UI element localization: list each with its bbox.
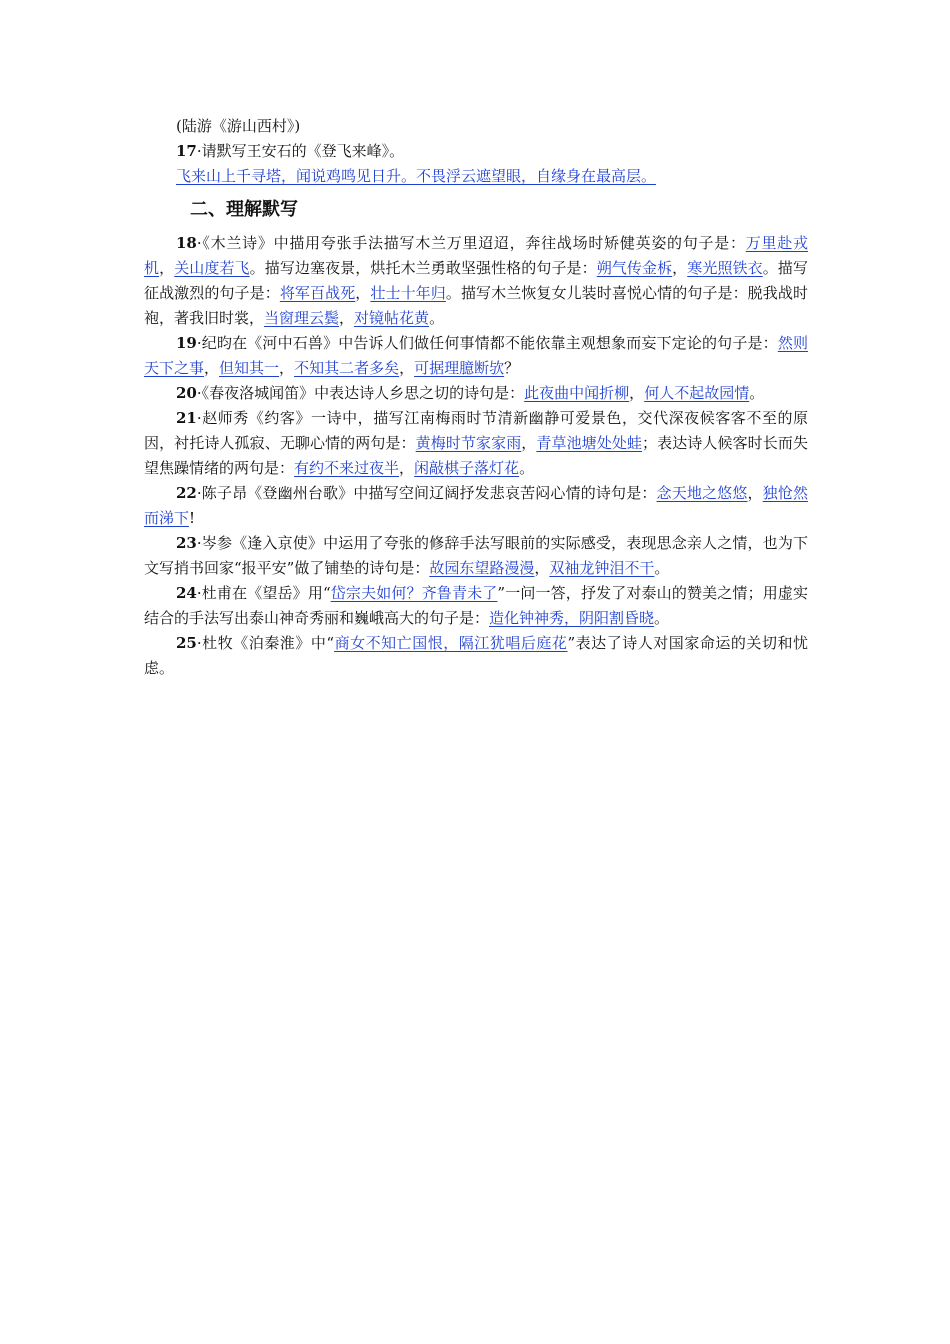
question-20 [144, 381, 808, 406]
question-number: 24 [176, 584, 197, 602]
answer-text: 闲敲棋子落灯花 [414, 459, 520, 477]
question-number: 19 [176, 334, 197, 352]
answer-text: 青草池塘处处蛙 [536, 434, 643, 452]
answer-text: 岱宗夫如何？齐鲁青未了 [330, 584, 498, 602]
question-text: ， [672, 259, 688, 277]
question-23 [144, 531, 808, 581]
question-18 [144, 231, 808, 331]
answer-text: 然则天下之事 [144, 334, 808, 377]
question-text: ， [534, 559, 550, 577]
question-text: ， [521, 434, 537, 452]
question-number: 20 [176, 384, 197, 402]
question-text: ， [339, 309, 355, 327]
question-text: 。 [654, 559, 670, 577]
answer-text: 寒光照铁衣 [687, 259, 763, 277]
question-text: ·请默写王安石的《登飞来峰》。 [196, 142, 405, 160]
question-text: ·赵师秀《约客》一诗中，描写江南梅雨时节清新幽静可爱景色，交代深夜候客客不至的原因，衬托诗人孤寂、无聊心情的两句是： [144, 409, 808, 452]
question-19 [144, 331, 808, 381]
question-text: ·《春夜洛城闻笛》中表达诗人乡思之切的诗句是： [196, 384, 525, 402]
question-text: ， [204, 359, 220, 377]
question-text: ·纪昀在《河中石兽》中告诉人们做任何事情都不能依靠主观想象而妄下定论的句子是： [196, 334, 778, 352]
question-text: ？ [504, 359, 520, 377]
question-text: ·岑参《逢入京使》中运用了夸张的修辞手法写眼前的实际感受，表现思念亲人之情，也为下文写捎书回家“报平安”做了铺垫的诗句是： [144, 534, 808, 577]
question-text: ， [355, 284, 371, 302]
question-text: ·陈子昂《登幽州台歌》中描写空间辽阔抒发悲哀苦闷心情的诗句是： [196, 484, 657, 502]
question-25 [144, 631, 808, 681]
question-text: 。 [519, 459, 535, 477]
answer-text: 当窗理云鬓 [264, 309, 340, 327]
question-text: ! [189, 509, 196, 527]
question-text: ·杜甫在《望岳》用“ [196, 584, 331, 602]
answer-text: 此夜曲中闻折柳 [524, 384, 630, 402]
question-text: ”表达了诗人对国家命运的关切和忧虑。 [144, 634, 808, 677]
question-text: ， [399, 459, 415, 477]
answer-text: 朔气传金柝 [596, 259, 673, 277]
question-21 [144, 406, 808, 481]
question-text: ”一问一答，抒发了对泰山的赞美之情；用虚实结合的手法写出泰山神奇秀丽和巍峨高大的句子是： [144, 584, 809, 627]
question-text: ·《木兰诗》中描用夸张手法描写木兰万里迢迢，奔往战场时矫健英姿的句子是： [196, 234, 746, 252]
answer-text: 商女不知亡国恨，隔江犹唱后庭花 [334, 634, 568, 652]
question-text: ， [159, 259, 175, 277]
answer-text: 对镜帖花黄 [354, 309, 430, 327]
question-text: 。 [749, 384, 765, 402]
question-text: ， [747, 484, 763, 502]
question-text: 。描写木兰恢复女儿装时喜悦心情的句子是：脱我战时袍，著我旧时裳， [144, 284, 808, 327]
question-text: ·杜牧《泊秦淮》中“ [196, 634, 335, 652]
answer-text: 不知其二者多矣 [294, 359, 400, 377]
question-number: 23 [176, 534, 197, 552]
answer-text: 念天地之悠悠 [656, 484, 748, 502]
question-17-answer [144, 164, 808, 189]
section-title: 二、理解默写 [190, 199, 298, 220]
question-number: 21 [176, 409, 197, 427]
question-text: 。 [654, 609, 670, 627]
question-text: 。描写边塞夜景，烘托木兰勇敢坚强性格的句子是： [249, 259, 597, 277]
answer-text: 将军百战死 [279, 284, 356, 302]
question-text: ；表达诗人候客时长而失望焦躁情绪的两句是： [144, 434, 808, 477]
answer-text: 独怆然而涕下 [144, 484, 808, 527]
page-content [144, 114, 808, 681]
answer-text: 黄梅时节家家雨 [415, 434, 522, 452]
source-line: (陆游《游山西村》) [176, 117, 301, 135]
answer-text: 万里赴戎机 [144, 234, 808, 277]
question-24 [144, 581, 808, 631]
answer-text: 双袖龙钟泪不干 [549, 559, 655, 577]
question-22 [144, 481, 808, 531]
answer-text: 何人不起故园情 [644, 384, 750, 402]
question-text: 。描写征战激烈的句子是： [144, 259, 808, 302]
question-text: ， [399, 359, 415, 377]
question-number: 17 [176, 142, 197, 160]
answer-text: 有约不来过夜半 [294, 459, 400, 477]
question-text: 。 [429, 309, 445, 327]
answer-text: 造化钟神秀，阴阳割昏晓 [489, 609, 655, 627]
question-number: 25 [176, 634, 197, 652]
question-text: ， [629, 384, 645, 402]
question-17 [144, 139, 808, 164]
answer-text: 飞来山上千寻塔，闻说鸡鸣见日升。不畏浮云遮望眼，自缘身在最高层。 [176, 167, 657, 185]
answer-text: 关山度若飞 [174, 259, 250, 277]
answer-text: 壮士十年归 [370, 284, 446, 302]
question-text: ， [279, 359, 295, 377]
answer-text: 可据理臆断欤 [414, 359, 505, 377]
answer-text: 但知其一 [219, 359, 280, 377]
answer-text: 故园东望路漫漫 [429, 559, 535, 577]
question-number: 18 [176, 234, 197, 252]
question-number: 22 [176, 484, 197, 502]
